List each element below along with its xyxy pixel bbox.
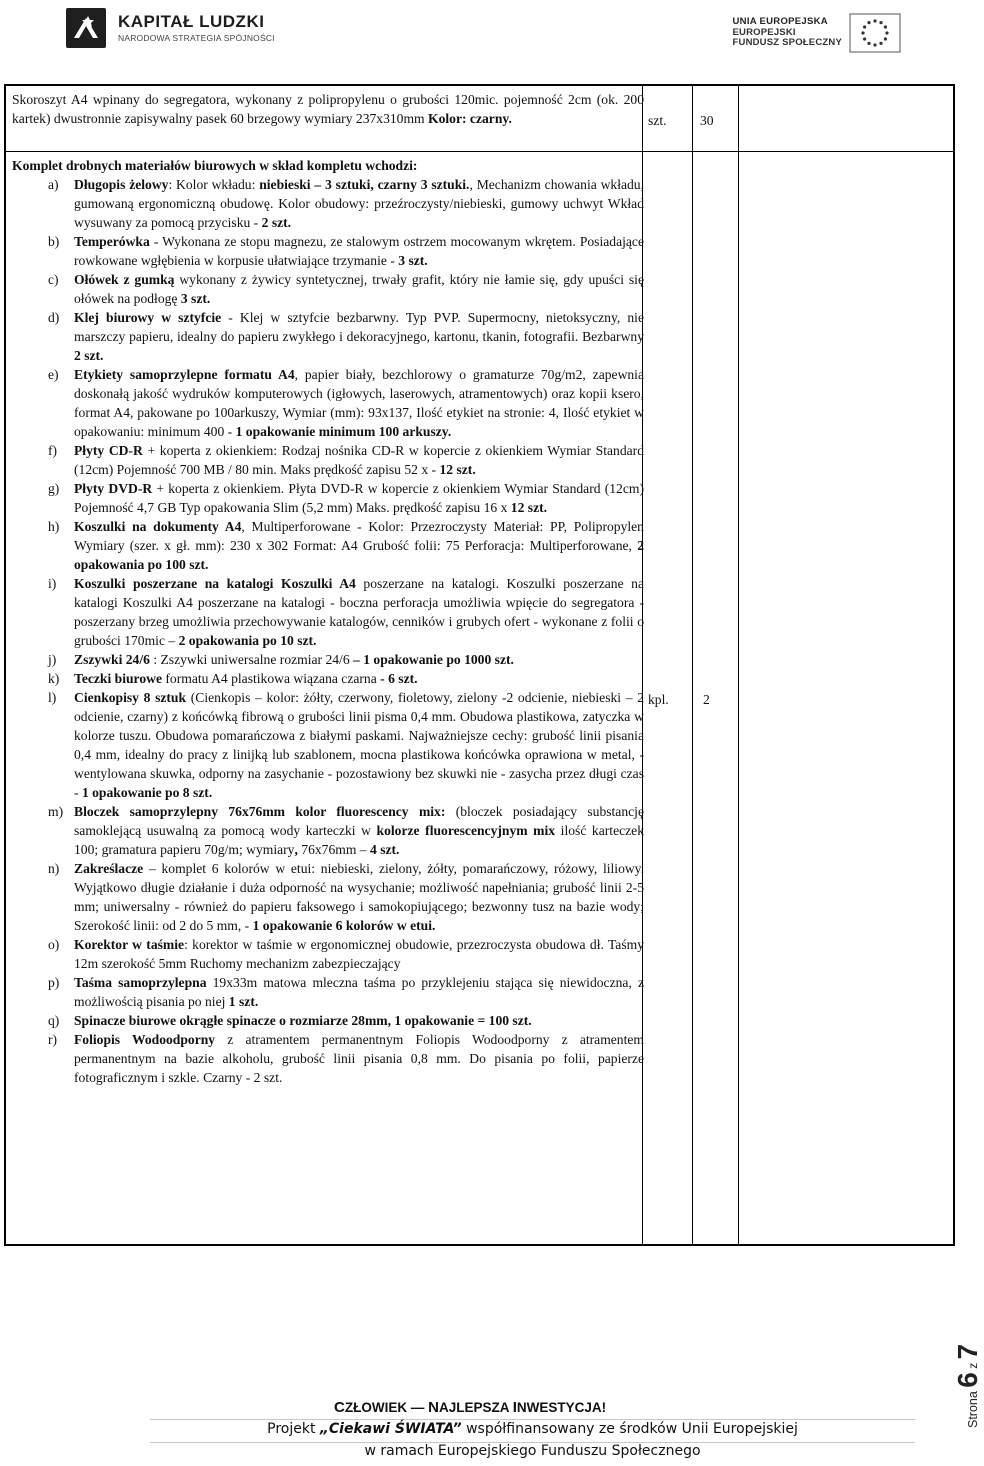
list-item-text: Płyty CD-R	[74, 443, 143, 458]
list-item	[12, 935, 644, 973]
list-item	[12, 270, 644, 308]
list-item-text: Bloczek samoprzylepny 76x76mm kolor fluorescency mix:	[74, 804, 446, 819]
list-item-text: 1 opakowanie minimum 100 arkuszy.	[235, 424, 452, 439]
list-item-label: h)	[48, 519, 60, 534]
list-item-text: 1 opakowanie 6 kolorów w etui.	[252, 918, 436, 933]
page-number	[912, 1288, 983, 1428]
list-item-text: Temperówka	[74, 234, 150, 249]
list-item-text: 76x76mm –	[297, 842, 370, 857]
list-item-text: , Multiperforowane - Kolor: Przezroczysty Materiał: PP, Polipropylen Wymiary (szer. x gł. mm): 230 x 302 Format: A4 Grubość folii: 75 Perforacja: Multiperforowane,	[74, 519, 644, 553]
list-item-text: Korektor w taśmie	[74, 937, 185, 952]
page-total: 7	[952, 1343, 983, 1360]
list-item-text: + koperta z okienkiem. Płyta DVD-R w kopercie z okienkiem Wymiar Standard (12cm) Pojemność 4,7 GB Typ opakowania Slim (5,2 mm) Maks. prędkość zapisu 16 x	[74, 481, 644, 515]
eu-line-2: EUROPEJSKI	[732, 26, 796, 38]
kapital-ludzki-logo	[66, 8, 275, 48]
list-item-label: k)	[48, 671, 60, 686]
list-item-text: 12 szt.	[439, 462, 476, 477]
list-item-text: Ołówek z gumką	[74, 272, 175, 287]
list-item-text: (Cienkopis – kolor: żółty, czerwony, fioletowy, zielony -2 odcienie, niebieski – 2 odcienie, czarny) z końcówką fibrową o grubości linii pisma 0,4 mm. Obudowa plastikowa, zatyczka w kolorze tuszu. Obudowa pomarańczowa z białymi paskami. Najważniejsze cechy: grubość linii pisania 0,4 mm, idealny do pracy z linijką lub szablonem, mocna plastikowa końcówka oprawiona w metal, - wentylowana skuwka, odporny na zasychanie - pozostawiony bez skuwki nie - zasycha przez długi czas -	[74, 690, 644, 800]
list-item-text: 4 szt.	[370, 842, 400, 857]
list-item	[12, 650, 644, 669]
row-1-quantity: 30	[700, 113, 714, 128]
list-item-text: Koszulki poszerzane na katalogi Koszulki A4	[74, 576, 356, 591]
list-item-text: 12 szt.	[510, 500, 548, 515]
list-item-label: b)	[48, 234, 60, 249]
list-item-text: 3 szt.	[180, 291, 211, 306]
page-header	[0, 0, 960, 70]
list-item-text: (bloczek posiadający substancję samoklejącą usuwalną za pomocą wody karteczki w	[74, 804, 644, 838]
footer-slogan: CZŁOWIEK — NAJLEPSZA INWESTYCJA!	[334, 1399, 607, 1416]
list-item-text: - Klej w sztyfcie bezbarwny. Typ PVP. Supermocny, nietoksyczny, nie marszczy papieru, idealny do papieru zwykłego i dekoracyjnego, kartonu, tkanin, fotografii. Bezbarwny	[74, 310, 644, 344]
list-item-text: Foliopis Wodoodporny	[74, 1032, 216, 1047]
row-2-intro: Komplet drobnych materiałów biurowych w skład kompletu wchodzi:	[12, 158, 418, 173]
list-item	[12, 232, 644, 270]
page-of: z	[966, 1359, 980, 1373]
list-item-text: Zszywki 24/6	[74, 652, 150, 667]
list-item-text: Długopis żelowy	[74, 177, 169, 192]
row-1-text: Skoroszyt A4 wpinany do segregatora, wykonany z polipropylenu o grubości 120mic. pojemność 2cm (ok. 200 kartek) dwustronnie zapisywalny pasek 60 brzegowy wymiary 237x310mm Kolor: czarny.	[12, 92, 644, 126]
list-item	[12, 365, 644, 441]
list-item-text: 19x33m matowa mleczna taśma po przyklejeniu stająca się niewidoczna, z możliwością pisania po niej	[74, 975, 644, 1009]
list-item-text: – 1 opakowanie po 1000 szt.	[353, 652, 514, 667]
list-item-text: Cienkopisy 8 sztuk	[74, 690, 187, 705]
list-item	[12, 308, 644, 365]
page-current: 6	[952, 1372, 983, 1388]
list-item-label: q)	[48, 1013, 60, 1028]
list-item-text: 1 opakowanie po 8 szt.	[81, 785, 213, 800]
list-item-text: 2 szt.	[74, 348, 104, 363]
list-item-text: - Wykonana ze stopu magnezu, ze stalowym ostrzem mocowanym wkrętem. Posiadające rowkowane wgłębienia w korpusie ułatwiające trzymanie -	[74, 234, 644, 268]
list-item-text: Taśma samoprzylepna	[74, 975, 207, 990]
list-item	[12, 688, 644, 802]
list-item-label: g)	[48, 481, 60, 496]
eu-logo	[733, 14, 901, 52]
row-2-quantity: 2	[703, 692, 710, 707]
list-item-label: c)	[48, 272, 59, 287]
list-item-label: j)	[48, 652, 57, 667]
list-item-text: 2 szt.	[261, 215, 292, 230]
kapital-ludzki-emblem-icon	[66, 8, 106, 48]
list-item-text: – komplet 6 kolorów w etui: niebieski, zielony, żółty, pomarańczowy, różowy, liliowy. Wyjątkowo długie działanie i duża odporność na wysychanie; możliwość napełniania; grubość linii 2-5 mm; uniwersalny - również do papieru faksowego i samokopiującego; bezwonny tusz na bazie wody; Szerokość linii: od 2 do 5 mm, -	[74, 861, 644, 933]
list-item-text: : korektor w taśmie w ergonomicznej obudowie, przezroczysta obudowa dł. Taśmy 12m szerokość 5mm Ruchomy mechanizm zabezpieczający	[74, 937, 644, 971]
list-item-text: : Zszywki uniwersalne rozmiar 24/6	[149, 652, 354, 667]
row-divider	[6, 151, 953, 152]
list-item	[12, 669, 644, 688]
list-item-label: i)	[48, 576, 57, 591]
list-item-text: 1 szt.	[228, 994, 259, 1009]
list-item-text: Spinacze biurowe okrągłe spinacze o rozmiarze 28mm, 1 opakowanie = 100 szt.	[74, 1013, 532, 1028]
list-item-text: Klej biurowy w sztyfcie	[74, 310, 222, 325]
list-item-text: 3 szt.	[398, 253, 428, 268]
list-item	[12, 802, 644, 859]
list-item-text: Koszulki na dokumenty A4	[74, 519, 242, 534]
list-item-label: m)	[48, 804, 64, 819]
list-item-label: p)	[48, 975, 60, 990]
list-item-text: z atramentem permanentnym Foliopis Wodoodporny z atramentem permanentnym na bazie alkoholu, grubość linii pisania 0,8 mm. Do pisania po folii, papierze fotograficznym i szkle. Czarny - 2 szt.	[74, 1032, 644, 1085]
list-item	[12, 973, 644, 1011]
kapital-ludzki-title: KAPITAŁ LUDZKI	[118, 12, 265, 32]
list-item-text: poszerzane na katalogi. Koszulki poszerzane na katalogi Koszulki A4 poszerzane na katalogi - boczna perforacja umożliwia wpięcie do segregatora - poszerzany brzeg umożliwia przechowywanie katalogów, cenników i grubych ofert - wykonane z folii o grubości 170mic –	[74, 576, 645, 648]
list-item	[12, 175, 644, 232]
list-item-text: , papier biały, bezchlorowy o gramaturze 70g/m2, zapewnia doskonałą jakość wydruków komputerowych (igłowych, laserowych, atramentowych) oraz kopii ksero, format A4, pakowane po 100arkuszy, Wymiar (mm): 93x137, Ilość etykiet na stronie: 4, Ilość etykiet w opakowaniu: minimum 400 -	[74, 367, 644, 439]
list-item	[12, 517, 644, 574]
list-item-label: d)	[48, 310, 60, 325]
list-item-text: : Kolor wkładu:	[168, 177, 260, 192]
list-item-text: niebieski – 3 sztuki, czarny 3 sztuki.	[259, 177, 470, 192]
list-item-label: n)	[48, 861, 60, 876]
list-item-text: 2 opakowania po 10 szt.	[178, 633, 317, 648]
list-item-text: ,	[294, 842, 298, 857]
eu-flag-icon	[850, 14, 900, 52]
column-divider	[692, 86, 693, 1244]
row-1-unit: szt.	[648, 113, 667, 128]
list-item-text: Etykiety samoprzylepne formatu A4	[74, 367, 295, 382]
list-item-text: Teczki biurowe	[74, 671, 162, 686]
row-2-unit: kpl.	[648, 692, 669, 707]
list-item-text: Płyty DVD-R	[74, 481, 153, 496]
list-item-text: Zakreślacze	[74, 861, 144, 876]
footer-project-line-2: w ramach Europejskiego Funduszu Społecznego	[364, 1443, 701, 1459]
list-item	[12, 1011, 644, 1030]
eu-line-1: UNIA EUROPEJSKA	[732, 15, 828, 27]
column-divider	[738, 86, 739, 1244]
list-item-label: f)	[48, 443, 58, 458]
list-item	[12, 859, 644, 935]
list-item	[12, 479, 644, 517]
footer-project-line-1: Projekt „Ciekawi ŚWIATA” współfinansowany ze środków Unii Europejskiej	[267, 1421, 798, 1437]
page-word: Strona	[966, 1387, 980, 1428]
list-item	[12, 441, 644, 479]
items-table	[4, 84, 955, 1246]
list-item-text: , Mechanizm chowania wkładu, gumowaną ergonomiczną obudowę. Kolor obudowy: przeźroczysty/niebieski, gumowy uchwyt Wkład wysuwany za pomocą przycisku -	[74, 177, 645, 230]
eu-line-3: FUNDUSZ SPOŁECZNY	[732, 37, 842, 49]
list-item-text: ilość karteczek 100; gramatura papieru 70g/m; wymiary	[74, 823, 644, 857]
list-item-text: formatu A4 plastikowa wiązana czarna	[162, 671, 381, 686]
list-item-text: - 6 szt.	[380, 671, 418, 686]
list-item-text: + koperta z okienkiem: Rodzaj nośnika CD-R w kopercie z okienkiem Wymiar Standard (12cm) Pojemność 700 MB / 80 min. Maks prędkość zapisu 52 x -	[74, 443, 645, 477]
list-item-text: kolorze fluorescencyjnym mix	[376, 823, 556, 838]
list-item-label: r)	[48, 1032, 58, 1047]
row-2-item-list	[12, 175, 644, 1087]
list-item-label: a)	[48, 177, 59, 192]
row-1-description	[12, 90, 644, 128]
kapital-ludzki-subtitle: NARODOWA STRATEGIA SPÓJNOŚCI	[118, 32, 275, 43]
list-item-label: e)	[48, 367, 59, 382]
list-item-text: 2 opakowania po 100 szt.	[74, 538, 644, 572]
footer-divider	[150, 1419, 915, 1420]
list-item-label: l)	[48, 690, 57, 705]
list-item	[12, 574, 644, 650]
list-item-text: wykonany z żywicy syntetycznej, trwały grafit, który nie łamie się, gdy upuści się ołówek na podłogę	[74, 272, 644, 306]
list-item	[12, 1030, 644, 1087]
row-2-description	[12, 156, 644, 1087]
list-item-label: o)	[48, 937, 60, 952]
